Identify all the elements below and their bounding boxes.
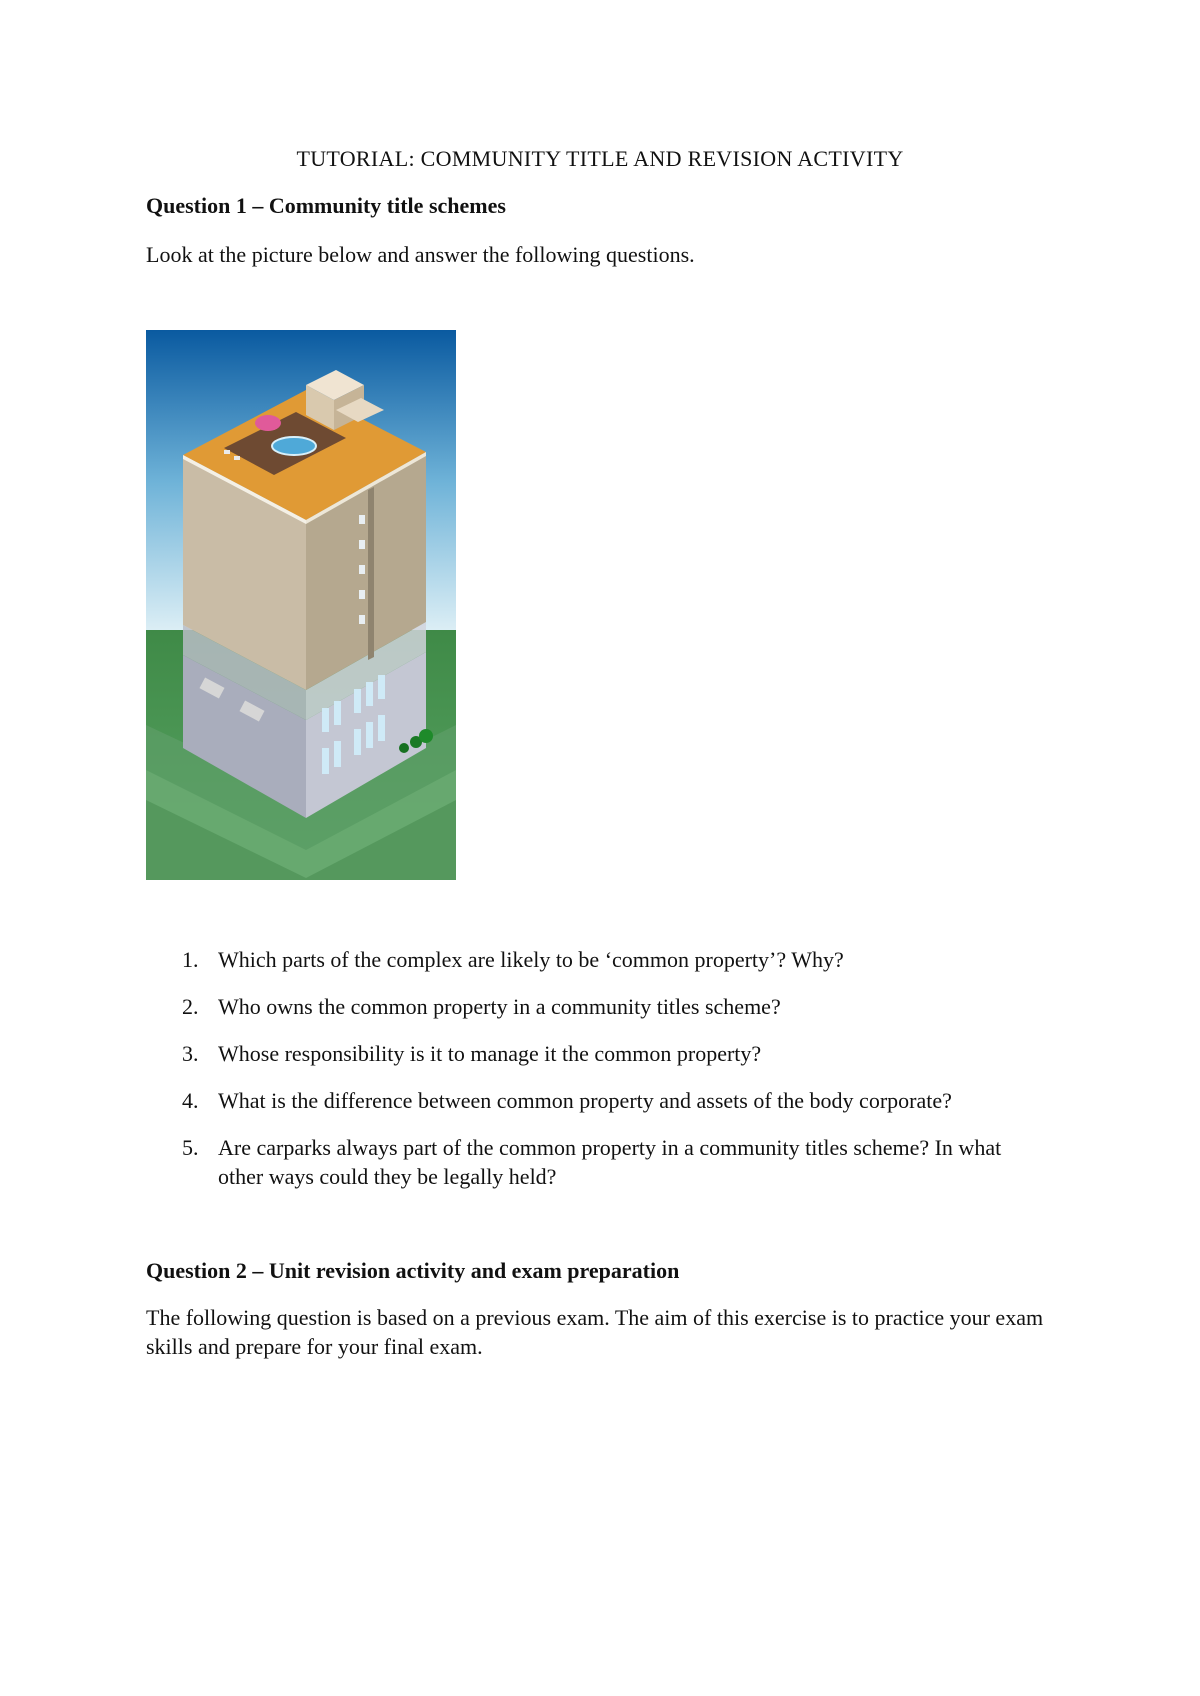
question-1-heading: Question 1 – Community title schemes — [146, 193, 506, 218]
question-1-intro: Look at the picture below and answer the following questions. — [146, 242, 695, 267]
list-item: 1. Which parts of the complex are likely to be ‘common property’? Why? — [182, 947, 844, 972]
umbrella-icon — [255, 415, 281, 431]
tree-icon — [399, 743, 409, 753]
list-item: 4. What is the difference between common property and assets of the body corporate? — [182, 1088, 952, 1113]
tower-recess — [368, 487, 374, 660]
list-item: 2. Who owns the common property in a community titles scheme? — [182, 994, 781, 1019]
list-item: 5. Are carparks always part of the common property in a community titles scheme? In what other ways could they be legally held? — [182, 1135, 1002, 1189]
sunbed-icon — [234, 456, 240, 460]
sunbed-icon — [224, 450, 230, 454]
tree-icon — [419, 729, 433, 743]
question-2-heading: Question 2 – Unit revision activity and exam preparation — [146, 1258, 680, 1283]
pool-icon — [272, 437, 316, 455]
page-title: TUTORIAL: COMMUNITY TITLE AND REVISION ACTIVITY — [296, 146, 904, 171]
question-1-list — [146, 945, 1046, 1209]
question-2-intro: The following question is based on a previous exam. The aim of this exercise is to practice your exam skills and prepare for your final exam. — [146, 1305, 1044, 1359]
building-illustration — [146, 330, 456, 880]
list-item: 3. Whose responsibility is it to manage it the common property? — [182, 1041, 762, 1066]
